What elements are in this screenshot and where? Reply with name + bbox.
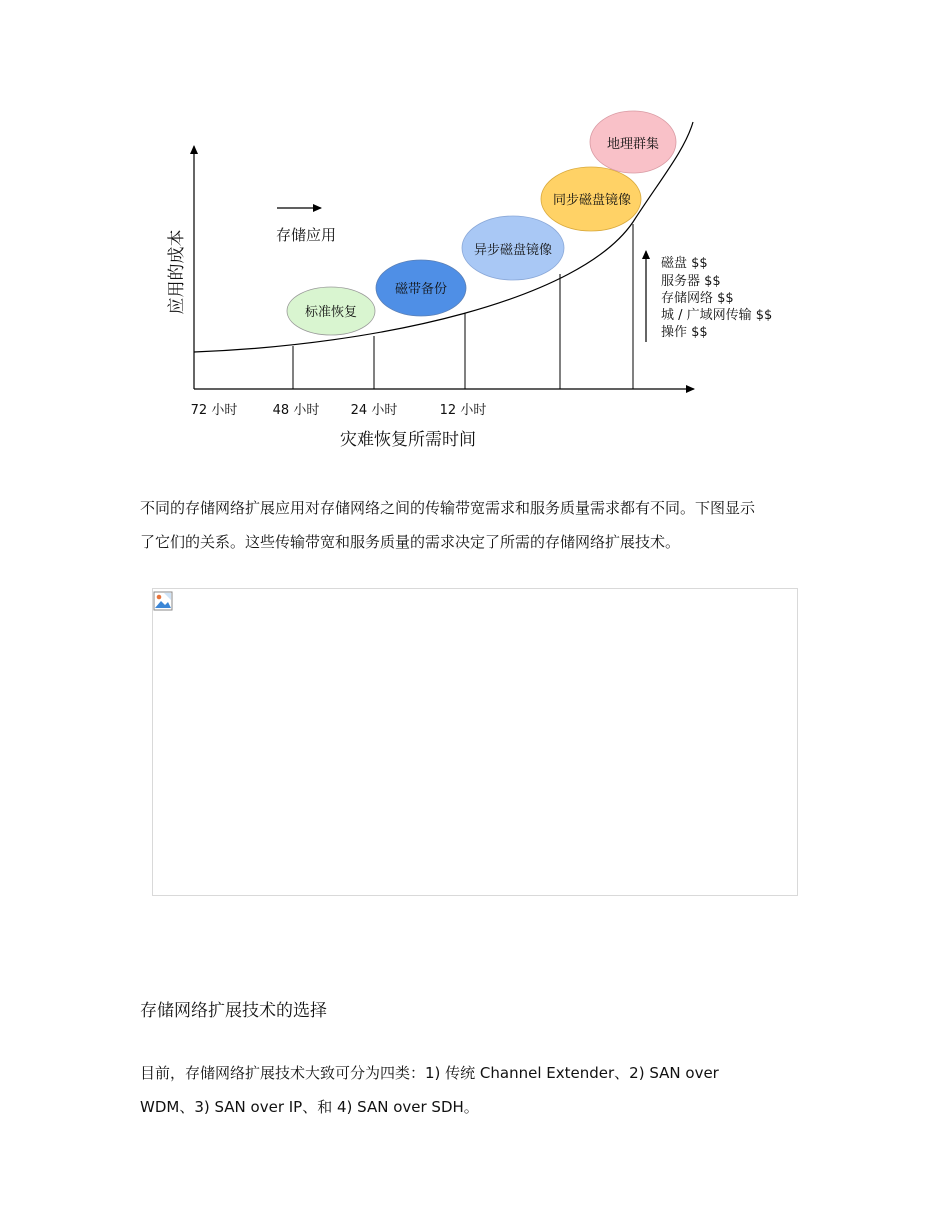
legend-label: 存储应用 [276,226,337,244]
bubble-label: 地理群集 [606,137,660,152]
cost-item: 存储网络 $$ [661,291,734,306]
x-tick-label: 72 小时 [190,403,238,418]
paragraph-line: WDM、3) SAN over IP、和 4) SAN over SDH。 [140,1098,479,1116]
cost-item: 磁盘 $$ [661,256,708,271]
broken-image-placeholder [152,588,798,896]
cost-vs-recovery-diagram [0,0,950,470]
cost-item: 城 / 广域网传输 $$ [661,308,773,323]
broken-image-icon [153,591,173,611]
cost-item: 操作 $$ [661,325,708,340]
bubble-label: 标准恢复 [304,305,358,320]
cost-item: 服务器 $$ [661,274,721,289]
x-tick-label: 12 小时 [439,403,487,418]
paragraph-line: 了它们的关系。这些传输带宽和服务质量的需求决定了所需的存储网络扩展技术。 [140,533,681,551]
paragraph-line: 目前，存储网络扩展技术大致可分为四类：1) 传统 Channel Extender、2) SAN over [140,1064,719,1082]
paragraph-tech-categories [140,1056,812,1124]
paragraph-line: 不同的存储网络扩展应用对存储网络之间的传输带宽需求和服务质量需求都有不同。下图显示 [140,499,756,517]
bubble-label: 磁带备份 [394,282,448,297]
bubble-label: 异步磁盘镜像 [473,243,553,258]
x-axis-label: 灾难恢复所需时间 [340,430,476,450]
x-tick-label: 48 小时 [272,403,320,418]
y-axis-label: 应用的成本 [167,229,187,315]
bubble-label: 同步磁盘镜像 [552,193,632,208]
paragraph-bandwidth-qos [140,491,812,559]
section-heading: 存储网络扩展技术的选择 [140,1001,327,1021]
x-tick-label: 24 小时 [350,403,398,418]
